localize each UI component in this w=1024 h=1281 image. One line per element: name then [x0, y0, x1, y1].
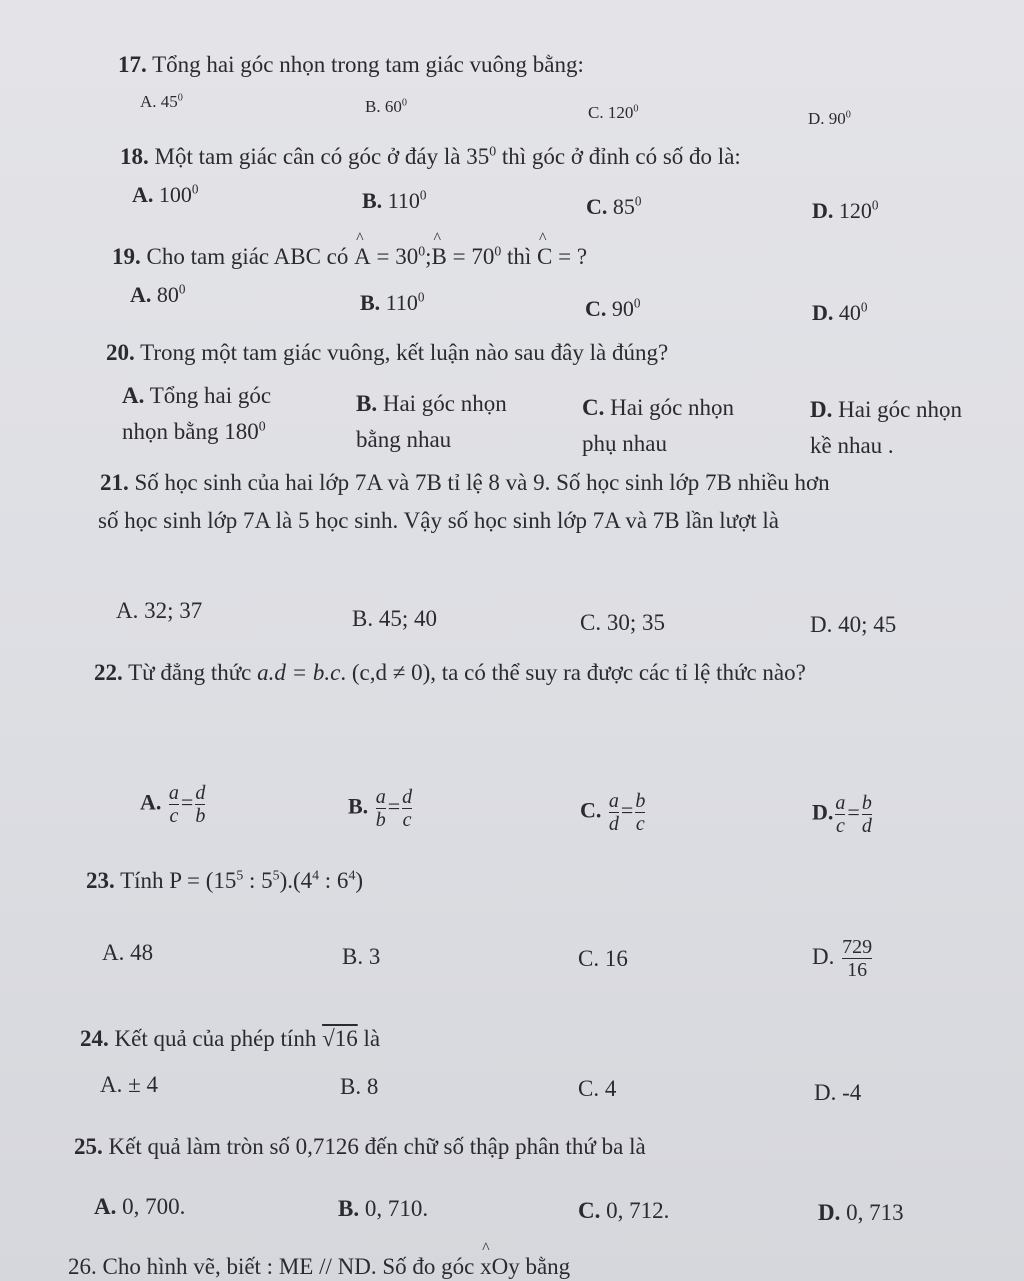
- denominator: c: [835, 815, 845, 837]
- option-text: 90: [828, 109, 846, 128]
- question-text: Kết quả của phép tính: [114, 1026, 323, 1051]
- condition: . (c,d ≠ 0): [340, 660, 431, 685]
- option-text: 60: [384, 97, 402, 116]
- question-stem: [94, 660, 806, 686]
- formula: a.d = b.c: [257, 660, 341, 685]
- denominator: 16: [847, 959, 868, 981]
- option-a[interactable]: [94, 1194, 185, 1220]
- option-b[interactable]: [340, 1074, 378, 1100]
- angle-b: ^ B: [432, 244, 447, 270]
- question-text-line2: số học sinh lớp 7A là 5 học sinh. Vậy số học sinh lớp 7A và 7B lần lượt là: [98, 508, 779, 533]
- question-stem: [120, 144, 741, 170]
- option-a[interactable]: [122, 378, 322, 450]
- option-letter: B.: [342, 944, 364, 969]
- question-text-end: thì góc ở đỉnh có số đo là:: [496, 144, 741, 169]
- option-letter: D.: [818, 1200, 841, 1225]
- option-letter: B.: [338, 1196, 360, 1221]
- expr-part: ): [355, 868, 364, 893]
- option-d[interactable]: [814, 1080, 861, 1106]
- question-stem: [80, 1026, 380, 1052]
- degree-sign: 0: [418, 243, 426, 259]
- option-letter: C.: [580, 610, 602, 635]
- option-text-line2: nhọn bằng 180: [122, 419, 259, 444]
- radical-expression: √16: [322, 1026, 358, 1051]
- question-26-cut-off: [68, 1254, 570, 1280]
- option-letter: C.: [585, 296, 607, 321]
- fraction-left: [376, 786, 386, 831]
- option-text: 32; 37: [144, 598, 203, 623]
- degree-sign: 0: [191, 181, 199, 197]
- fraction-right: [195, 782, 205, 827]
- fraction-left: [169, 782, 179, 827]
- denominator: c: [402, 809, 412, 831]
- option-text: 85: [612, 194, 635, 219]
- fraction-left: [835, 792, 845, 837]
- option-text: 4: [604, 1076, 617, 1101]
- question-stem: [100, 470, 830, 496]
- exponent: 5: [272, 867, 280, 883]
- numerator: 729: [842, 936, 873, 958]
- option-text: 110: [385, 290, 418, 315]
- question-number: 17.: [118, 52, 147, 77]
- option-d[interactable]: [810, 392, 1010, 464]
- option-letter: C.: [580, 797, 602, 823]
- angle-a-value: = 30: [370, 244, 419, 269]
- question-number: 22.: [94, 660, 123, 685]
- option-letter: B.: [360, 290, 381, 315]
- option-letter: B.: [340, 1074, 362, 1099]
- degree-sign: 0: [633, 103, 639, 115]
- exponent: 4: [348, 867, 356, 883]
- option-letter: C.: [588, 103, 604, 122]
- option-text: 3: [368, 944, 381, 969]
- option-a[interactable]: [132, 182, 198, 208]
- degree-sign: 0: [419, 187, 427, 203]
- question-number: 23.: [86, 868, 115, 893]
- option-letter: D.: [812, 300, 834, 325]
- question-ask: = ?: [552, 244, 588, 269]
- question-number: 21.: [100, 470, 129, 495]
- option-text: Hai góc nhọn: [838, 397, 963, 422]
- question-text-end: , ta có thể suy ra được các tỉ lệ thức nào?: [430, 660, 806, 685]
- option-text: Hai góc nhọn: [382, 391, 507, 416]
- expr-part: : 6: [319, 868, 349, 893]
- option-a[interactable]: [140, 92, 183, 112]
- option-text: 40: [838, 300, 861, 325]
- option-text: 90: [611, 296, 634, 321]
- angle-b-value: = 70: [446, 244, 495, 269]
- degree-sign: 0: [860, 299, 868, 315]
- option-letter: B.: [362, 188, 383, 213]
- option-letter: C.: [578, 1076, 600, 1101]
- degree-sign: 0: [489, 143, 497, 159]
- expr-part: ).(4: [279, 868, 313, 893]
- option-text: 110: [387, 188, 420, 213]
- angle-xoy: ^ xOy: [480, 1254, 520, 1280]
- option-letter: D.: [810, 397, 833, 422]
- option-text: 8: [366, 1074, 379, 1099]
- question-stem: [118, 52, 584, 78]
- numerator: a: [608, 790, 619, 812]
- option-c[interactable]: [585, 296, 640, 322]
- option-letter: B.: [365, 97, 381, 116]
- option-text-line2: kề nhau .: [810, 433, 894, 458]
- option-letter: A.: [122, 383, 145, 408]
- denominator: c: [169, 805, 179, 827]
- question-text: Trong một tam giác vuông, kết luận nào sau đây là đúng?: [140, 340, 669, 365]
- degree-sign: 0: [178, 281, 186, 297]
- question-text-then: thì: [501, 244, 538, 269]
- exponent: 4: [312, 867, 320, 883]
- degree-sign: 0: [177, 92, 183, 104]
- separator: ;: [425, 244, 432, 269]
- option-text: 100: [158, 182, 192, 207]
- fraction: [842, 936, 872, 981]
- fraction-right: [862, 792, 872, 837]
- degree-sign: 0: [633, 295, 641, 311]
- option-text: 48: [130, 940, 154, 965]
- option-b[interactable]: B. $\frac{a}{b}$ = $\frac{d}{c}$: [348, 786, 413, 831]
- denominator: d: [608, 813, 619, 835]
- option-text: ± 4: [128, 1072, 158, 1097]
- option-text: 0, 710.: [364, 1196, 429, 1221]
- degree-sign: 0: [417, 289, 425, 305]
- option-text: 40; 45: [838, 612, 897, 637]
- option-c[interactable]: [580, 610, 665, 636]
- option-b[interactable]: [342, 944, 380, 970]
- option-c[interactable]: [578, 946, 628, 972]
- option-a[interactable]: [130, 282, 185, 308]
- question-number: 25.: [74, 1134, 103, 1159]
- question-text: Cho tam giác ABC có: [146, 244, 355, 269]
- option-letter: B.: [348, 793, 369, 819]
- option-text-line2: phụ nhau: [582, 431, 667, 456]
- option-text: 0, 712.: [606, 1198, 670, 1223]
- degree-sign: 0: [871, 197, 879, 213]
- option-c[interactable]: C. $\frac{a}{d}$ = $\frac{b}{c}$: [580, 790, 646, 835]
- option-letter: A.: [102, 940, 125, 965]
- expr-part: : 5: [243, 868, 273, 893]
- option-text: 0, 713: [846, 1200, 904, 1225]
- question-text: Từ đẳng thức: [128, 660, 258, 685]
- option-text: 30; 35: [606, 610, 665, 635]
- option-letter: B.: [352, 606, 374, 631]
- option-letter: A.: [100, 1072, 123, 1097]
- option-a[interactable]: [102, 940, 153, 966]
- numerator: d: [195, 782, 206, 804]
- option-c[interactable]: [582, 390, 792, 462]
- option-b[interactable]: [365, 97, 407, 117]
- option-letter: D.: [814, 1080, 837, 1105]
- option-d[interactable]: [812, 198, 878, 224]
- option-text: 16: [604, 946, 628, 971]
- fraction-right: [635, 790, 645, 835]
- option-b[interactable]: [360, 290, 424, 316]
- numerator: a: [168, 782, 179, 804]
- question-text: Tổng hai góc nhọn trong tam giác vuông bằng:: [152, 52, 584, 77]
- question-stem: [86, 868, 363, 894]
- option-letter: A.: [94, 1194, 117, 1219]
- exponent: 5: [236, 867, 244, 883]
- degree-sign: 0: [494, 243, 502, 259]
- question-stem: [106, 340, 668, 366]
- option-text: 0, 700.: [122, 1194, 186, 1219]
- option-text: 45: [160, 92, 178, 111]
- option-a[interactable]: [116, 598, 202, 624]
- option-letter: D.: [812, 799, 834, 825]
- option-a[interactable]: [100, 1072, 158, 1098]
- question-text-end: bằng: [519, 1254, 571, 1279]
- numerator: a: [835, 792, 846, 814]
- question-stem: [74, 1134, 646, 1160]
- question-number: 24.: [80, 1026, 109, 1051]
- option-letter: D.: [808, 109, 825, 128]
- question-text: Tính P = (15: [120, 868, 237, 893]
- option-c[interactable]: [578, 1198, 669, 1224]
- degree-sign: 0: [401, 97, 407, 109]
- option-d[interactable]: [810, 612, 896, 638]
- question-number: 18.: [120, 144, 149, 169]
- option-text: 120: [838, 198, 872, 223]
- degree-sign: 0: [634, 193, 642, 209]
- option-text: Tổng hai góc: [149, 383, 272, 408]
- question-text: Số học sinh của hai lớp 7A và 7B tỉ lệ 8 và 9. Số học sinh lớp 7B nhiều hơn: [134, 470, 830, 495]
- question-text: Kết quả làm tròn số 0,7126 đến chữ số thập phân thứ ba là: [108, 1134, 646, 1159]
- option-c[interactable]: [578, 1076, 616, 1102]
- angle-c: ^ C: [537, 244, 552, 270]
- option-text-line2: bằng nhau: [356, 427, 452, 452]
- option-letter: C.: [578, 1198, 601, 1223]
- option-letter: C.: [586, 194, 608, 219]
- option-letter: D.: [812, 943, 835, 969]
- numerator: b: [635, 790, 646, 812]
- option-text: 45; 40: [378, 606, 437, 631]
- option-b[interactable]: [356, 386, 566, 458]
- question-stem-line2: [98, 508, 779, 534]
- option-text: -4: [842, 1080, 862, 1105]
- numerator: a: [375, 786, 386, 808]
- question-text: 26. Cho hình vẽ, biết : ME // ND. Số đo góc: [68, 1254, 481, 1279]
- option-letter: D.: [812, 198, 834, 223]
- option-b[interactable]: [352, 606, 437, 632]
- fraction-right: [402, 786, 412, 831]
- option-letter: B.: [356, 391, 378, 416]
- option-letter: A.: [132, 182, 154, 207]
- degree-sign: 0: [845, 109, 851, 121]
- option-d[interactable]: [812, 300, 867, 326]
- option-d[interactable]: [818, 1200, 904, 1226]
- question-number: 19.: [112, 244, 141, 269]
- option-letter: A.: [140, 789, 162, 815]
- denominator: b: [375, 809, 386, 831]
- numerator: d: [402, 786, 413, 808]
- option-b[interactable]: [338, 1196, 428, 1222]
- question-number: 20.: [106, 340, 135, 365]
- question-text-end: là: [357, 1026, 381, 1051]
- option-letter: C.: [582, 395, 605, 420]
- denominator: c: [635, 813, 645, 835]
- numerator: b: [861, 792, 872, 814]
- option-d[interactable]: D. $\frac{a}{c}$ = $\frac{b}{d}$: [812, 792, 872, 837]
- fraction-left: [609, 790, 619, 835]
- option-letter: A.: [130, 282, 152, 307]
- question-stem: [112, 244, 587, 270]
- question-text: Một tam giác cân có góc ở đáy là 35: [154, 144, 490, 169]
- option-text: 120: [607, 103, 634, 122]
- option-text: Hai góc nhọn: [610, 395, 735, 420]
- option-c[interactable]: [588, 103, 638, 123]
- option-text: 80: [156, 282, 179, 307]
- angle-a: ^ A: [354, 244, 371, 270]
- option-b[interactable]: [362, 188, 426, 214]
- option-d[interactable]: [808, 109, 851, 129]
- option-d[interactable]: [812, 936, 874, 981]
- option-letter: C.: [578, 946, 600, 971]
- denominator: b: [195, 805, 206, 827]
- degree-sign: 0: [258, 418, 266, 434]
- option-a[interactable]: A. $\frac{a}{c}$ = $\frac{d}{b}$: [140, 782, 206, 827]
- denominator: d: [861, 815, 872, 837]
- option-letter: A.: [116, 598, 139, 623]
- option-c[interactable]: [586, 194, 641, 220]
- option-letter: A.: [140, 92, 157, 111]
- option-letter: D.: [810, 612, 833, 637]
